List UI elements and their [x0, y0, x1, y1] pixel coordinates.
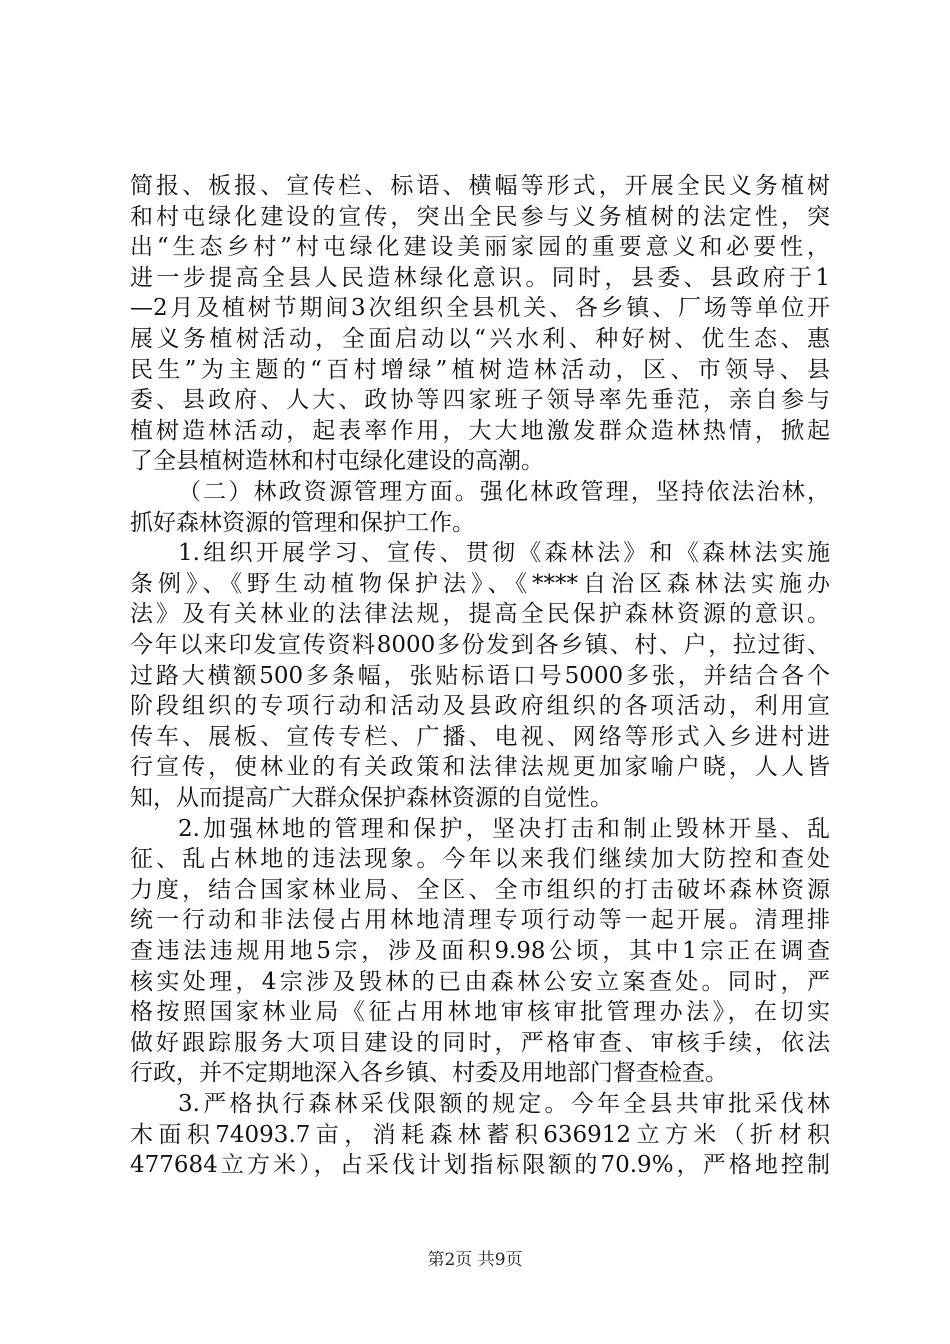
text-line: 了全县植树造林和村屯绿化建设的高潮。: [130, 448, 544, 475]
text-line: 477684立方米），占采伐计划指标限额的70.9%，严格地控制: [130, 1152, 830, 1179]
text-line: 传车、展板、宣传专栏、广播、电视、网络等形式入乡进村进: [130, 723, 830, 750]
text-line: 民生”为主题的“百村增绿”植树造林活动，区、市领导、县: [130, 356, 830, 383]
paragraph-start: 1.组织开展学习、宣传、贯彻《森林法》和《森林法实施: [178, 540, 830, 567]
text-line: 阶段组织的专项行动和活动及县政府组织的各项活动，利用宣: [130, 693, 830, 720]
text-line: 抓好森林资源的管理和保护工作。: [130, 509, 475, 536]
text-line: 做好跟踪服务大项目建设的同时，严格审查、审核手续，依法: [130, 1029, 830, 1056]
text-line: 过路大横额500多条幅，张贴标语口号5000多张，并结合各个: [130, 662, 830, 689]
text-line: 法》及有关林业的法律法规，提高全民保护森林资源的意识。: [130, 601, 830, 628]
text-line: 行政，并不定期地深入各乡镇、村委及用地部门督查检查。: [130, 1060, 728, 1087]
paragraph-start: 2.加强林地的管理和保护，坚决打击和制止毁林开垦、乱: [178, 815, 830, 842]
text-line: 进一步提高全县人民造林绿化意识。同时，县委、县政府于1: [130, 264, 830, 291]
text-line: 木面积74093.7亩，消耗森林蓄积636912立方米（折材积: [130, 1121, 830, 1148]
text-line: 植树造林活动，起表率作用，大大地激发群众造林热情，掀起: [130, 417, 830, 444]
text-line: 今年以来印发宣传资料8000多份发到各乡镇、村、户，拉过街、: [130, 632, 830, 658]
text-line: 展义务植树活动，全面启动以“兴水利、种好树、优生态、惠: [130, 326, 830, 352]
text-line: 委、县政府、人大、政协等四家班子领导率先垂范，亲自参与: [130, 387, 830, 414]
text-line: 格按照国家林业局《征占用林地审核审批管理办法》，在切实: [130, 999, 830, 1026]
text-line: 征、乱占林地的违法现象。今年以来我们继续加大防控和查处: [130, 846, 830, 873]
text-line: 知，从而提高广大群众保护森林资源的自觉性。: [130, 785, 613, 811]
text-line: 行宣传，使林业的有关政策和法律法规更加家喻户晓，人人皆: [130, 754, 830, 781]
paragraph-start: 3.严格执行森林采伐限额的规定。今年全县共审批采伐林: [178, 1091, 830, 1117]
text-line: 查违法违规用地5宗，涉及面积9.98公顷，其中1宗正在调查: [130, 938, 830, 964]
text-line: 统一行动和非法侵占用林地清理专项行动等一起开展。清理排: [130, 907, 830, 934]
text-line: 力度，结合国家林业局、全区、全市组织的打击破坏森林资源: [130, 876, 830, 903]
text-line: 条例》、《野生动植物保护法》、《****自治区森林法实施办: [130, 570, 830, 597]
text-line: —2月及植树节期间3次组织全县机关、各乡镇、厂场等单位开: [130, 295, 830, 322]
text-line: 简报、板报、宣传栏、标语、横幅等形式，开展全民义务植树: [130, 173, 830, 199]
paragraph-start: （二）林政资源管理方面。强化林政管理，坚持依法治林，: [178, 479, 830, 505]
text-line: 核实处理，4宗涉及毁林的已由森林公安立案查处。同时，严: [130, 968, 830, 995]
text-line: 和村屯绿化建设的宣传，突出全民参与义务植树的法定性，突: [130, 203, 830, 230]
text-line: 出“生态乡村”村屯绿化建设美丽家园的重要意义和必要性，: [130, 234, 830, 261]
page-footer: 第2页 共9页: [427, 1250, 523, 1270]
